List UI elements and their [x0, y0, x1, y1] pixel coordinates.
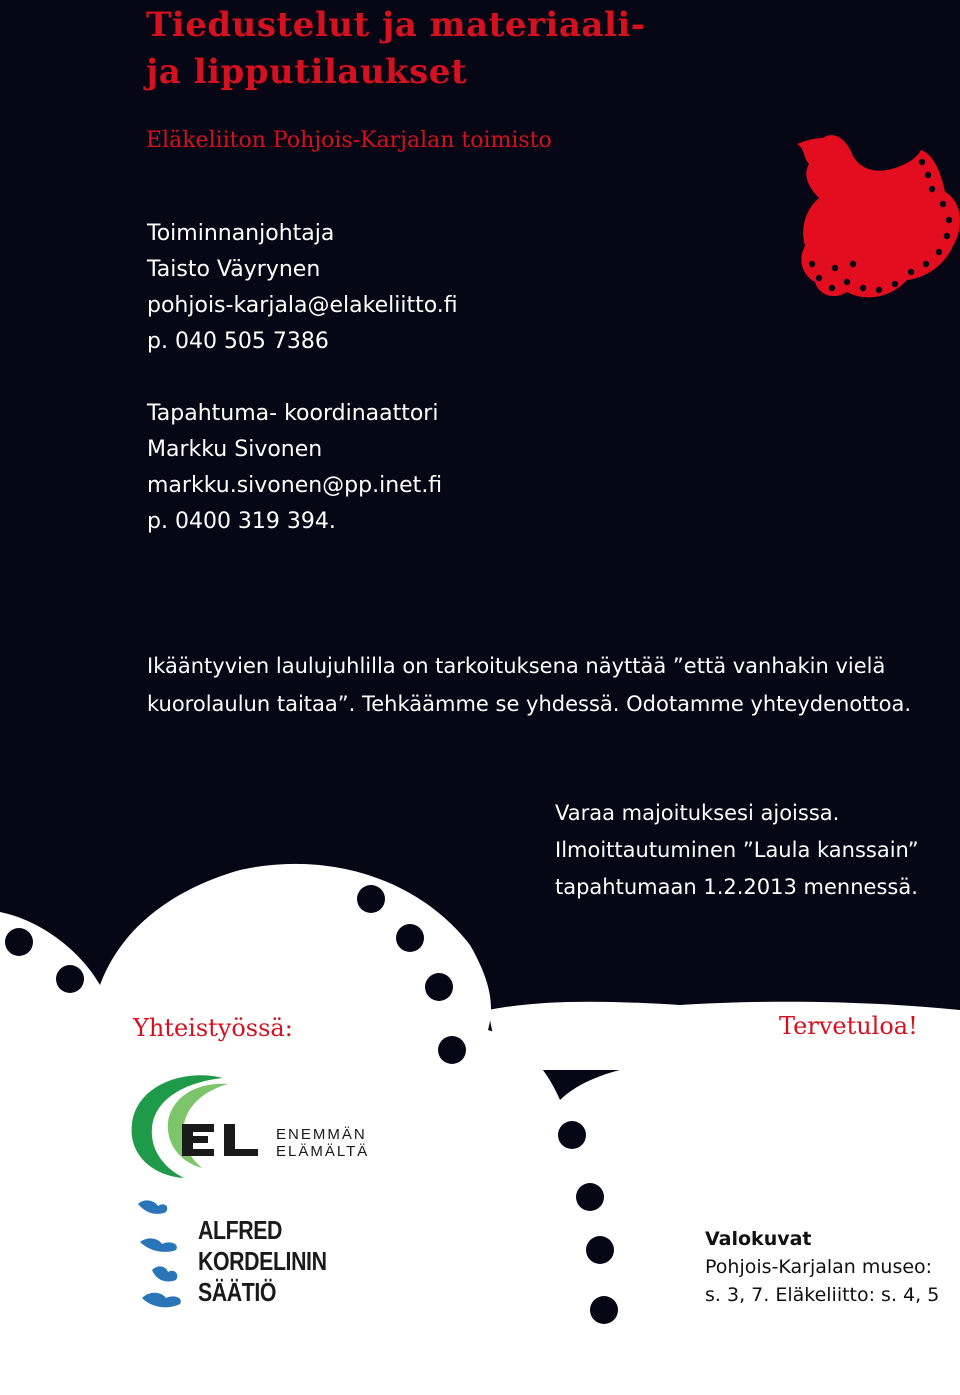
contact-phone: p. 0400 319 394. — [147, 509, 336, 534]
contact-email-link[interactable]: markku.sivonen@pp.inet.fi — [147, 473, 443, 498]
contact-name: Markku Sivonen — [147, 437, 323, 462]
page-title-line1: Tiedustelut ja materiaali- — [146, 5, 646, 45]
page-title — [146, 2, 645, 96]
office-name: Eläkeliiton Pohjois-Karjalan toimisto — [146, 128, 552, 153]
kordelin-logo-line: KORDELININ — [198, 1246, 327, 1276]
contact-name: Taisto Väyrynen — [147, 257, 321, 282]
intro-line: Ikääntyvien laulujuhlilla on tarkoituksena näyttää ”että vanhakin vielä — [147, 654, 886, 678]
kordelin-logo-text — [198, 1215, 327, 1308]
booking-line: Varaa majoituksesi ajoissa. — [555, 801, 840, 825]
photo-credit-line: Pohjois-Karjalan museo: — [705, 1256, 933, 1278]
contact-email-link[interactable]: pohjois-karjala@elakeliitto.fi — [147, 293, 458, 318]
contact-block-director — [147, 216, 458, 360]
intro-line: kuorolaulun taitaa”. Tehkäämme se yhdessä. Odotamme yhteydenottoa. — [147, 692, 912, 716]
photo-credit-heading: Valokuvat — [705, 1228, 812, 1250]
kordelin-logo-line: ALFRED — [198, 1215, 282, 1245]
contact-block-coordinator — [147, 396, 442, 540]
welcome-text: Tervetuloa! — [779, 1012, 918, 1040]
booking-line: tapahtumaan 1.2.2013 mennessä. — [555, 875, 918, 899]
intro-paragraph — [147, 647, 947, 723]
contact-role: Toiminnanjohtaja — [147, 221, 335, 246]
cooperation-label: Yhteistyössä: — [133, 1014, 293, 1042]
el-logo-line: ENEMMÄN — [276, 1126, 367, 1143]
el-logo-text — [276, 1126, 369, 1160]
kordelin-logo-line: SÄÄTIÖ — [198, 1277, 277, 1307]
contact-phone: p. 040 505 7386 — [147, 329, 329, 354]
photo-credit-line: s. 3, 7. Eläkeliitto: s. 4, 5 — [705, 1284, 940, 1306]
booking-line: Ilmoittautuminen ”Laula kanssain” — [555, 838, 919, 862]
booking-notice — [555, 795, 919, 906]
el-logo-line: ELÄMÄLTÄ — [276, 1143, 370, 1160]
page-title-line2: ja lipputilaukset — [146, 52, 468, 92]
photo-credit — [705, 1225, 939, 1309]
contact-role: Tapahtuma- koordinaattori — [147, 401, 439, 426]
